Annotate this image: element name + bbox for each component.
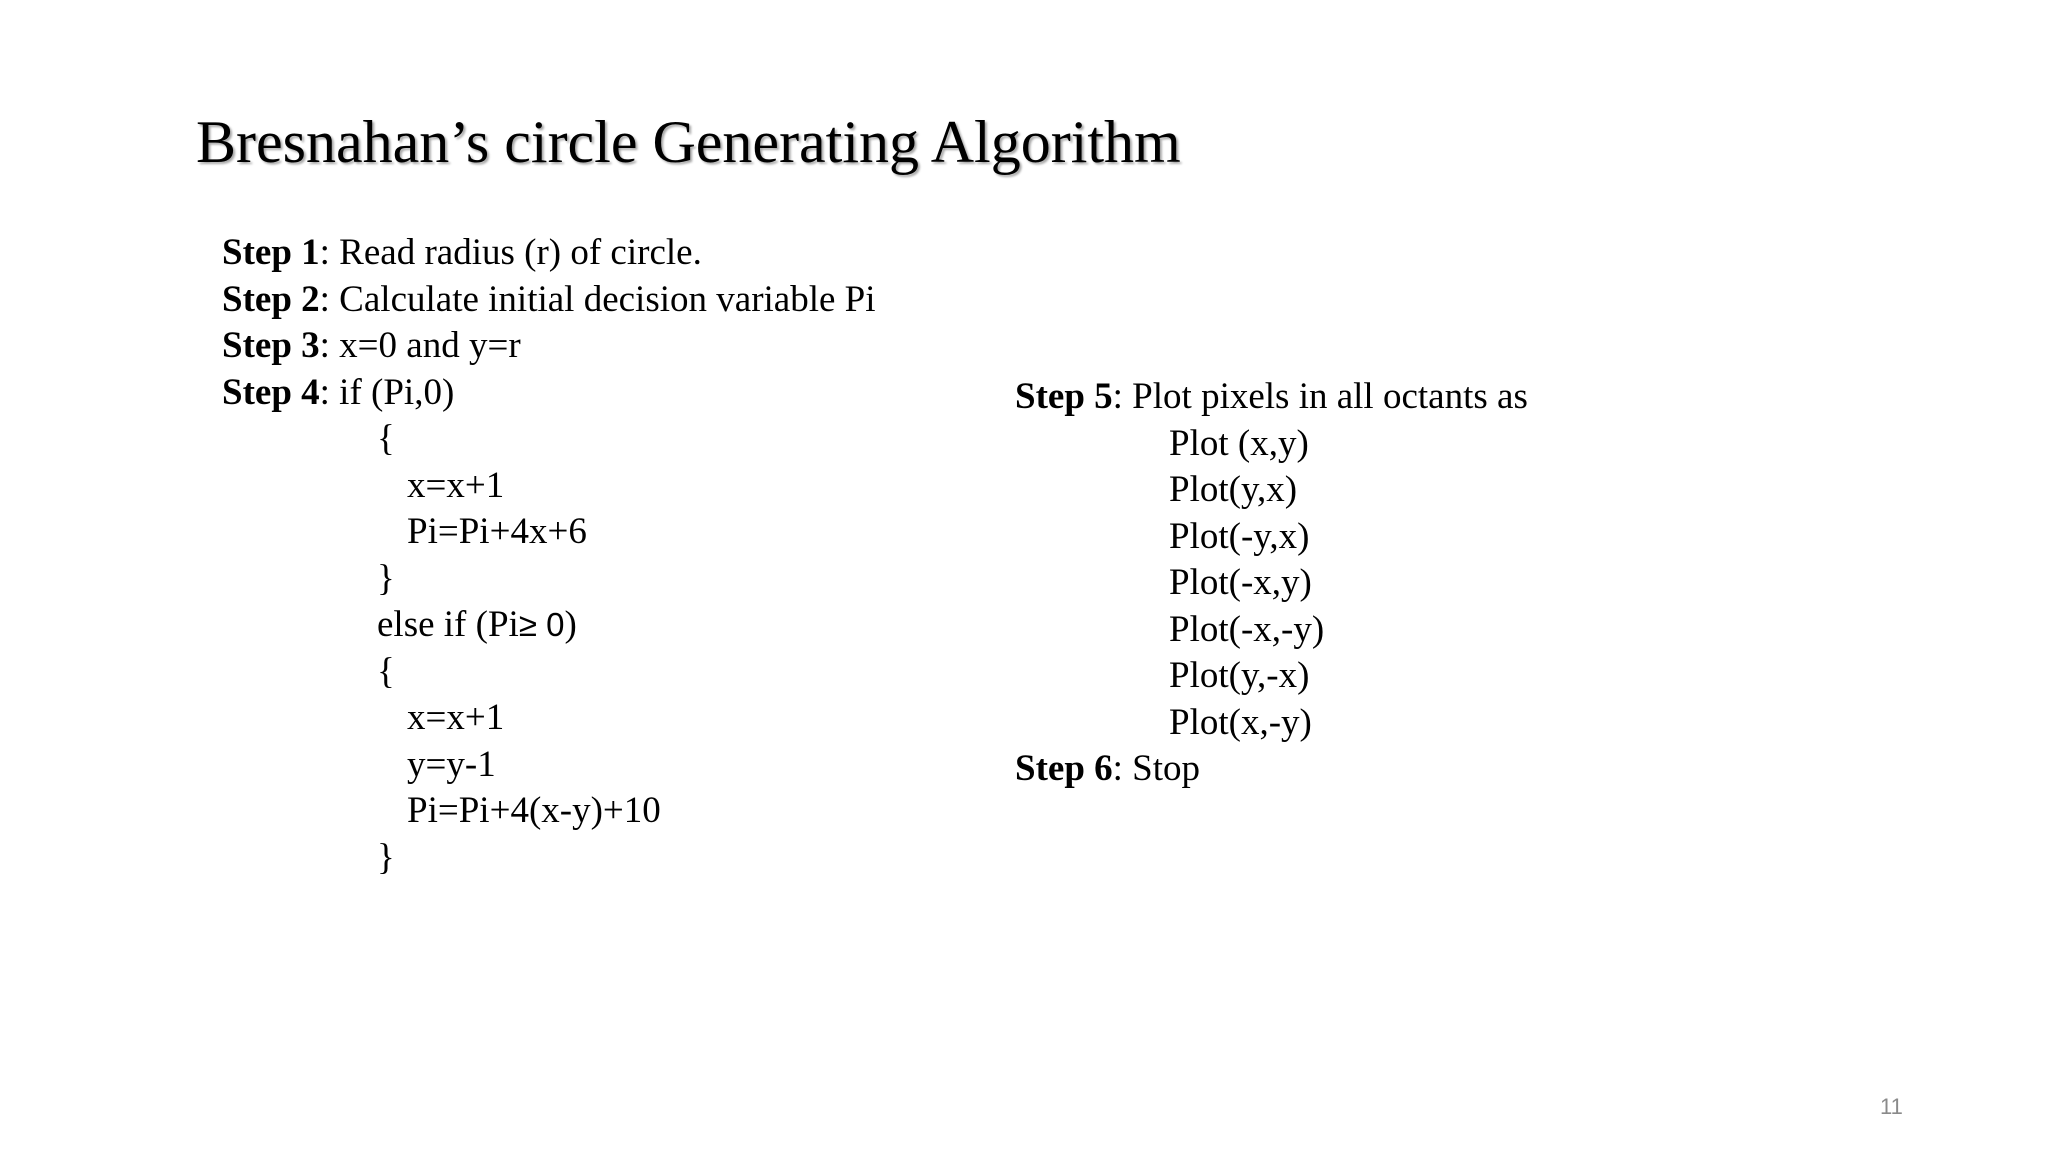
step-6-label: Step 6 xyxy=(1015,748,1113,789)
open-brace-1: { xyxy=(377,418,395,459)
y-decrement-2: y=y-1 xyxy=(407,743,496,785)
x-increment-2: x=x+1 xyxy=(407,697,505,738)
step-1-line xyxy=(222,230,876,277)
plot-line: Plot (x,y) xyxy=(1169,422,1309,464)
step-2-line xyxy=(222,277,876,324)
step-6-line xyxy=(1015,746,1528,793)
step-2-text: : Calculate initial decision variable Pi xyxy=(319,278,876,320)
plot-line: Plot(x,-y) xyxy=(1169,701,1312,743)
step-4-label: Step 4 xyxy=(222,371,320,413)
close-brace-2: } xyxy=(377,836,395,878)
step-4-line xyxy=(222,370,876,417)
step-5-line xyxy=(1015,374,1528,421)
page-number: 11 xyxy=(1880,1094,1903,1119)
else-if-prefix: else if (Pi xyxy=(377,604,519,645)
step-3-label: Step 3 xyxy=(222,325,320,366)
step-1-text: : Read radius (r) of circle. xyxy=(319,232,702,273)
plot-line: Plot(-x,y) xyxy=(1169,562,1312,603)
step-3-text: : x=0 and y=r xyxy=(319,325,521,366)
left-column xyxy=(222,230,876,881)
plot-line: Plot(-y,x) xyxy=(1169,515,1310,557)
else-if-line xyxy=(222,602,876,649)
close-brace-1: } xyxy=(377,557,395,599)
slide-title: Bresnahan’s circle Generating Algorithm xyxy=(196,109,1181,175)
else-if-condition: ≥ 0 xyxy=(518,606,565,643)
plot-line: Plot(-x,-y) xyxy=(1169,608,1325,650)
plot-line: Plot(y,x) xyxy=(1169,469,1298,510)
pi-update-1: Pi=Pi+4x+6 xyxy=(407,511,587,552)
right-column xyxy=(1015,374,1528,793)
step-4-text: : if (Pi,0) xyxy=(319,371,455,413)
else-if-suffix: ) xyxy=(564,604,577,645)
x-increment-1: x=x+1 xyxy=(407,464,505,506)
step-2-label: Step 2 xyxy=(222,278,320,320)
pi-update-2: Pi=Pi+4(x-y)+10 xyxy=(407,790,661,831)
open-brace-2: { xyxy=(377,650,395,692)
step-6-text: : Stop xyxy=(1112,748,1201,789)
step-5-text: : Plot pixels in all octants as xyxy=(1112,376,1528,417)
plot-line: Plot(y,-x) xyxy=(1169,655,1310,696)
step-3-line xyxy=(222,323,876,370)
step-5-label: Step 5 xyxy=(1015,376,1113,417)
step-1-label: Step 1 xyxy=(222,232,320,273)
